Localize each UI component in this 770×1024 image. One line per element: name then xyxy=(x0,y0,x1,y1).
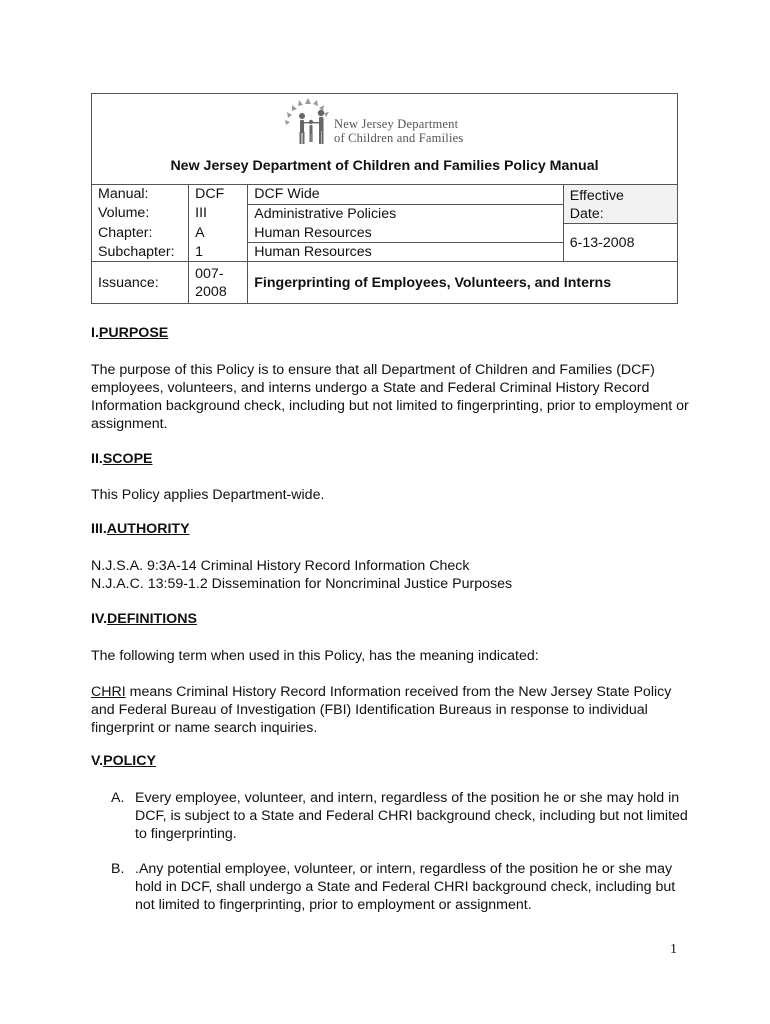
section-policy-heading: V.POLICY xyxy=(91,753,156,769)
manual-label: Manual: xyxy=(92,185,189,205)
page-number: 1 xyxy=(670,942,677,957)
logo-line-2: of Children and Families xyxy=(334,131,464,145)
authority-citations xyxy=(91,557,691,593)
issuance-title: Fingerprinting of Employees, Volunteers, and Interns xyxy=(248,262,678,304)
manual-value: DCF Wide xyxy=(248,185,564,205)
policy-item-text: Every employee, volunteer, and intern, regardless of the position he or she may hold in DCF, is subject to a State and Federal CHRI background check, including but not limited to fingerprinting. xyxy=(135,790,688,842)
list-marker: B. xyxy=(111,861,125,877)
effective-date-label: Effective Date: xyxy=(563,185,677,224)
definitions-intro: The following term when used in this Policy, has the meaning indicated: xyxy=(91,648,539,664)
authority-citation-1: N.J.S.A. 9:3A-14 Criminal History Record Information Check xyxy=(91,558,470,574)
volume-value: Administrative Policies xyxy=(248,204,564,224)
department-logo xyxy=(284,96,494,148)
policy-header-box xyxy=(91,93,678,304)
policy-item-a xyxy=(111,789,691,843)
scope-text: This Policy applies Department-wide. xyxy=(91,487,325,503)
section-purpose-heading: I.PURPOSE xyxy=(91,325,169,341)
manual-title: New Jersey Department of Children and Families Policy Manual xyxy=(170,158,599,174)
section-definitions-heading: IV.DEFINITIONS xyxy=(91,611,197,627)
purpose-text: The purpose of this Policy is to ensure that all Department of Children and Families (DCF) employees, volunteers, and interns undergo a State and Federal Criminal History Record Information background check, including but not limited to fingerprinting, prior to employment or assignment. xyxy=(91,362,689,432)
definition-term: CHRI xyxy=(91,684,126,700)
manual-code: DCF xyxy=(189,185,248,205)
section-authority-heading: III.AUTHORITY xyxy=(91,521,190,537)
policy-item-text: .Any potential employee, volunteer, or intern, regardless of the position he or she may hold in DCF, shall undergo a State and Federal CHRI background check, including but not limited to fingerprinting, prior to employment or assignment. xyxy=(135,861,676,913)
definition-text: means Criminal History Record Information received from the New Jersey State Policy and Federal Bureau of Investigation (FBI) Identification Bureaus in response to individual fingerprint or name search inquiries. xyxy=(91,684,672,736)
chapter-code: A xyxy=(189,224,248,243)
list-marker: A. xyxy=(111,790,125,806)
issuance-code: 007- 2008 xyxy=(189,262,248,304)
policy-item-b xyxy=(111,860,691,914)
issuance-label: Issuance: xyxy=(92,262,189,304)
chapter-label: Chapter: xyxy=(92,224,189,243)
logo-line-1: New Jersey Department xyxy=(334,117,459,131)
section-scope-heading: II.SCOPE xyxy=(91,451,153,467)
family-sun-logo-icon xyxy=(284,96,334,148)
chapter-value: Human Resources xyxy=(248,224,564,243)
subchapter-label: Subchapter: xyxy=(92,243,189,262)
definition-chri xyxy=(91,683,691,737)
subchapter-value: Human Resources xyxy=(248,243,564,262)
effective-date-value: 6-13-2008 xyxy=(563,224,677,262)
volume-label: Volume: xyxy=(92,204,189,224)
volume-code: III xyxy=(189,204,248,224)
policy-metadata-table xyxy=(91,184,678,304)
subchapter-code: 1 xyxy=(189,243,248,262)
authority-citation-2: N.J.A.C. 13:59-1.2 Dissemination for Noncriminal Justice Purposes xyxy=(91,576,513,592)
